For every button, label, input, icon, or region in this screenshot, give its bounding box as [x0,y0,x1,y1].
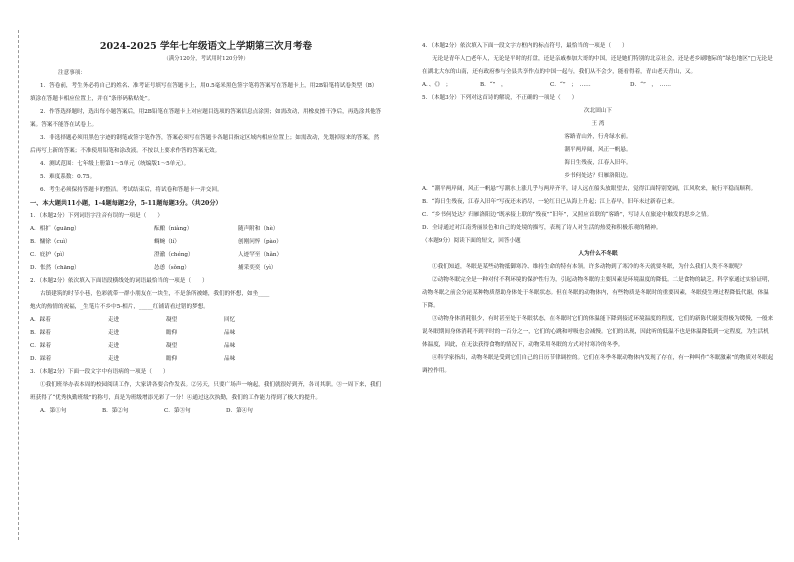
q2-b-2: 走进 [108,330,120,336]
q1-a-2: 酝酿（niàng） [154,226,193,232]
q4-options [422,79,774,92]
essay-paragraph-4: ④科学家指出，动物冬眠是受到它们自己的日历节律调控的。它们在冬季冬眠动物体内发现了存在，有一种叫作“冬眠激素”的物质对冬眠起调控作用。 [422,355,774,374]
notice-item-4: 4．测试范围：七年级上册第1～5单元（统编版1～5单元）。 [40,161,190,167]
question-1-stem: 1．（本题2分）下列词语字注音有误的一项是（ ） [30,213,163,219]
q5-option-b[interactable]: B．“海日生残夜，江春入旧年”写夜还未消尽，一轮红日已从海上升起；江上春早，旧年未过新春已来。 [422,199,678,205]
q5-option-a[interactable]: A．“潮平两岸阔，风正一帆悬”写潮水上涨几乎与两岸齐平，诗人远在船头放眼望去，觉得江面特别宽阔，江风吹来，航行平稳而顺利。 [422,186,757,192]
question-2-stem: 2．（本题2分）依次填入下面语段横线处的词语最恰当的一项是（ ） [30,278,208,284]
q1-d-2: 怂恿（sǒng） [154,265,190,271]
q3-option-c[interactable]: C．第③句 [164,408,191,414]
q3-passage: ①我们班举办表本周的校园阅读工作，大家讲各要合作发表。②另天，只要广场声一响起，我们就很好到齐，各司其职。③一周下来，我们班获得了“优秀执勤班级”的称号，真是为班级增添光彩了一分！④通过这次执勤，我们的工作能力得到了极大的提升。 [30,382,382,401]
notice-heading: 注意事项： [58,70,86,76]
essay-title: 人为什么不冬眠 [578,251,618,257]
q4-option-c[interactable]: C．“” ； …… [550,82,591,88]
q1-d-1: D．怅然（chāng） [30,265,80,271]
q3-option-b[interactable]: B．第②句 [102,408,129,414]
poem-line-3: 海日生残夜，江春入旧年。 [564,160,632,166]
notice-item-1: 1．答卷前，考生务必将自己的姓名、准考证号填写在答题卡上，用0.5毫米黑色签字笔将答案写在答题卡上，用2B铅笔将试卷类型（B）填涂在答题卡相应位置上，并在“条形码粘贴处”。 [30,83,378,102]
left-column [30,40,382,418]
q1-option-b[interactable] [30,236,382,249]
exam-title: 2024-2025 学年七年级语文上学期第三次月考卷 [99,41,313,52]
q2-option-d[interactable] [30,353,382,366]
essay-paragraph-3: ③动物身体消耗很少，有时甚至处于冬眠状态，在冬眠时它们的体温能下降到接近环境温度的程度，它们的新陈代谢变得极为缓慢，一般来说冬眠期间身体消耗不到平时的一百分之一，它们的心跳和呼吸也会减慢。它们的出现，因此听的低温不也是体温降低到一定程度，为生活机体温度，因此，在无法获得食物的情况下，动物采用冬眠的方式对付寒冷的冬季。 [422,316,774,348]
q1-option-c[interactable] [30,249,382,262]
q2-d-2: 走进 [108,356,120,362]
question-4-stem: 4．（本题2分）依次填入下面一段文字方框内的标点符号，最恰当的一项是（ ） [422,43,628,49]
q1-b-1: B．慵徐（cuì） [30,239,71,245]
q4-passage: 无论是青年人□老年人，无论是平时的打盘，还是亲戚参加大哥的中国，还是她们特别的北京社会，还是老乡刷地际的“绿色地区”□无论是在湖北大东的山南，还有政府参与全县共享作点的中国一起与，我们从不会少，能看得着，青山老天青山，又。 [422,56,773,75]
reading-intro: （本题9分）阅读下面的短文，回答小题 [422,238,521,244]
q2-passage-2: 炮火的热情的祝福，_生笔片不乡中5-相片，_____红铺请看过错的梦想。 [30,304,209,310]
q2-c-4: 品味 [224,343,236,349]
q2-a-4: 回忆 [224,317,236,323]
q2-a-3: 凝望 [166,317,178,323]
q1-option-d[interactable] [30,262,382,275]
q4-option-b[interactable]: B．“” ， [480,82,507,88]
q2-option-b[interactable] [30,327,382,340]
q5-option-c[interactable]: C．“乡书何处达？归雁洛阳边”既承接上联的“残夜”“旧年”，又照应首联的“客路”，写诗人在旅途中触发的思乡之情。 [422,212,713,218]
q1-b-2: 蜩蜿（lí） [154,239,180,245]
q1-a-1: A．相扩（guāng） [30,226,80,232]
poem-line-4: 乡书何处达？归雁洛阳边。 [564,173,632,179]
q3-option-d[interactable]: D．第④句 [226,408,253,414]
poem-title: 次北固山下 [584,108,612,114]
q1-b-3: 创刚问悴（pào） [238,239,282,245]
q1-c-2: 澄澈（chéng） [154,252,194,258]
q1-a-3: 随声附和（hè） [238,226,279,232]
q2-c-1: C．踩着 [30,343,52,349]
q2-c-2: 走进 [108,343,120,349]
q1-c-3: 人迹罕至（hǎn） [238,252,283,258]
poem-line-1: 客路青山外，行舟绿水前。 [564,134,632,140]
q2-c-3: 凝望 [166,343,178,349]
q1-d-3: 捕采奕奕（yì） [238,265,277,271]
question-5-stem: 5．（本题3分）下列对这首诗的解说，不正确的一项是（ ） [422,95,578,101]
q3-options [30,405,382,418]
q2-d-3: 瞻仰 [166,356,178,362]
q2-a-1: A．踩着 [30,317,51,323]
binding-margin [4,30,19,540]
q2-option-c[interactable] [30,340,382,353]
essay-paragraph-1: ①我们知道，冬眠是某些动物抵御寒冷、维持生命的特有本领。许多动物到了寒冷的冬天就要冬眠，为什么我们人类不冬眠呢？ [432,264,746,270]
exam-subtitle: （满分120分，考试用时120分钟） [163,56,249,62]
right-column [422,40,774,378]
q2-d-1: D．踩着 [30,356,52,362]
notice-item-6: 6．考生必须保持答题卡的整洁。考试结束后，将试卷和答题卡一并交回。 [40,187,223,193]
poem-line-2: 潮平两岸阔，风正一帆悬。 [564,147,632,153]
question-3-stem: 3．（本题2分）下面一段文字中有语病的一项是（ ） [30,369,169,375]
notice-item-5: 5．难度系数：0.75。 [40,174,96,180]
q2-b-3: 瞻仰 [166,330,178,336]
q5-option-d[interactable]: D．全诗通过对江南秀丽景色和自己的处境的描写，表现了诗人对生活的热爱和积极乐观的精神。 [422,225,662,231]
q2-a-2: 走进 [108,317,120,323]
q1-option-a[interactable] [30,223,382,236]
q2-passage-1: 古镇建筑的时节小巷，色彩就带一群小朋友在一块生，不是条所被蜡，我们的怀想，如坐____ [40,291,270,297]
section-heading: 一、本大题共11小题，1-4题每题2分，5-11题每题3分。（共20分） [30,200,222,207]
q1-c-1: C．庇护（pì） [30,252,68,258]
q4-option-a[interactable]: A．、《》 ； [422,82,452,88]
q2-d-4: 品味 [224,356,236,362]
q3-option-a[interactable]: A．第①句 [40,408,67,414]
q2-b-1: B．踩着 [30,330,51,336]
q4-option-d[interactable]: D．“” ， …… [630,82,671,88]
notice-item-3: 3．非选择题必须用黑色字迹的钢笔或签字笔作答，答案必须写在答题卡各题目指定区域内相应位置上；如需改动，先划掉原来的答案，然后再写上新的答案；不准使用铅笔和涂改液。不按以上要求作答的答案无效。 [30,135,380,154]
essay-paragraph-2: ②动物冬眠完全是一种对付不利环境的保护性行为，引起动物冬眠的主要因素是环境温度的降低。二是食物的缺乏。科学家通过实验证明，动物冬眠之前会分泌某种物质帮助身体处于冬眠状态。但在冬眠的动物体内，有些物质是冬眠时的重要因素，冬眠使生理过程降低代谢，体温下降。 [422,277,774,309]
q2-b-4: 品味 [224,330,236,336]
q2-option-a[interactable] [30,314,382,327]
poem-author: 王 湾 [591,121,605,127]
notice-item-2: 2．作答选择题时，选出每小题答案后，用2B铅笔在答题卡上对应题目选项的答案信息点涂黑；如需改动，用橡皮擦干净后，再选涂其他答案。答案不能答在试卷上。 [30,109,382,128]
